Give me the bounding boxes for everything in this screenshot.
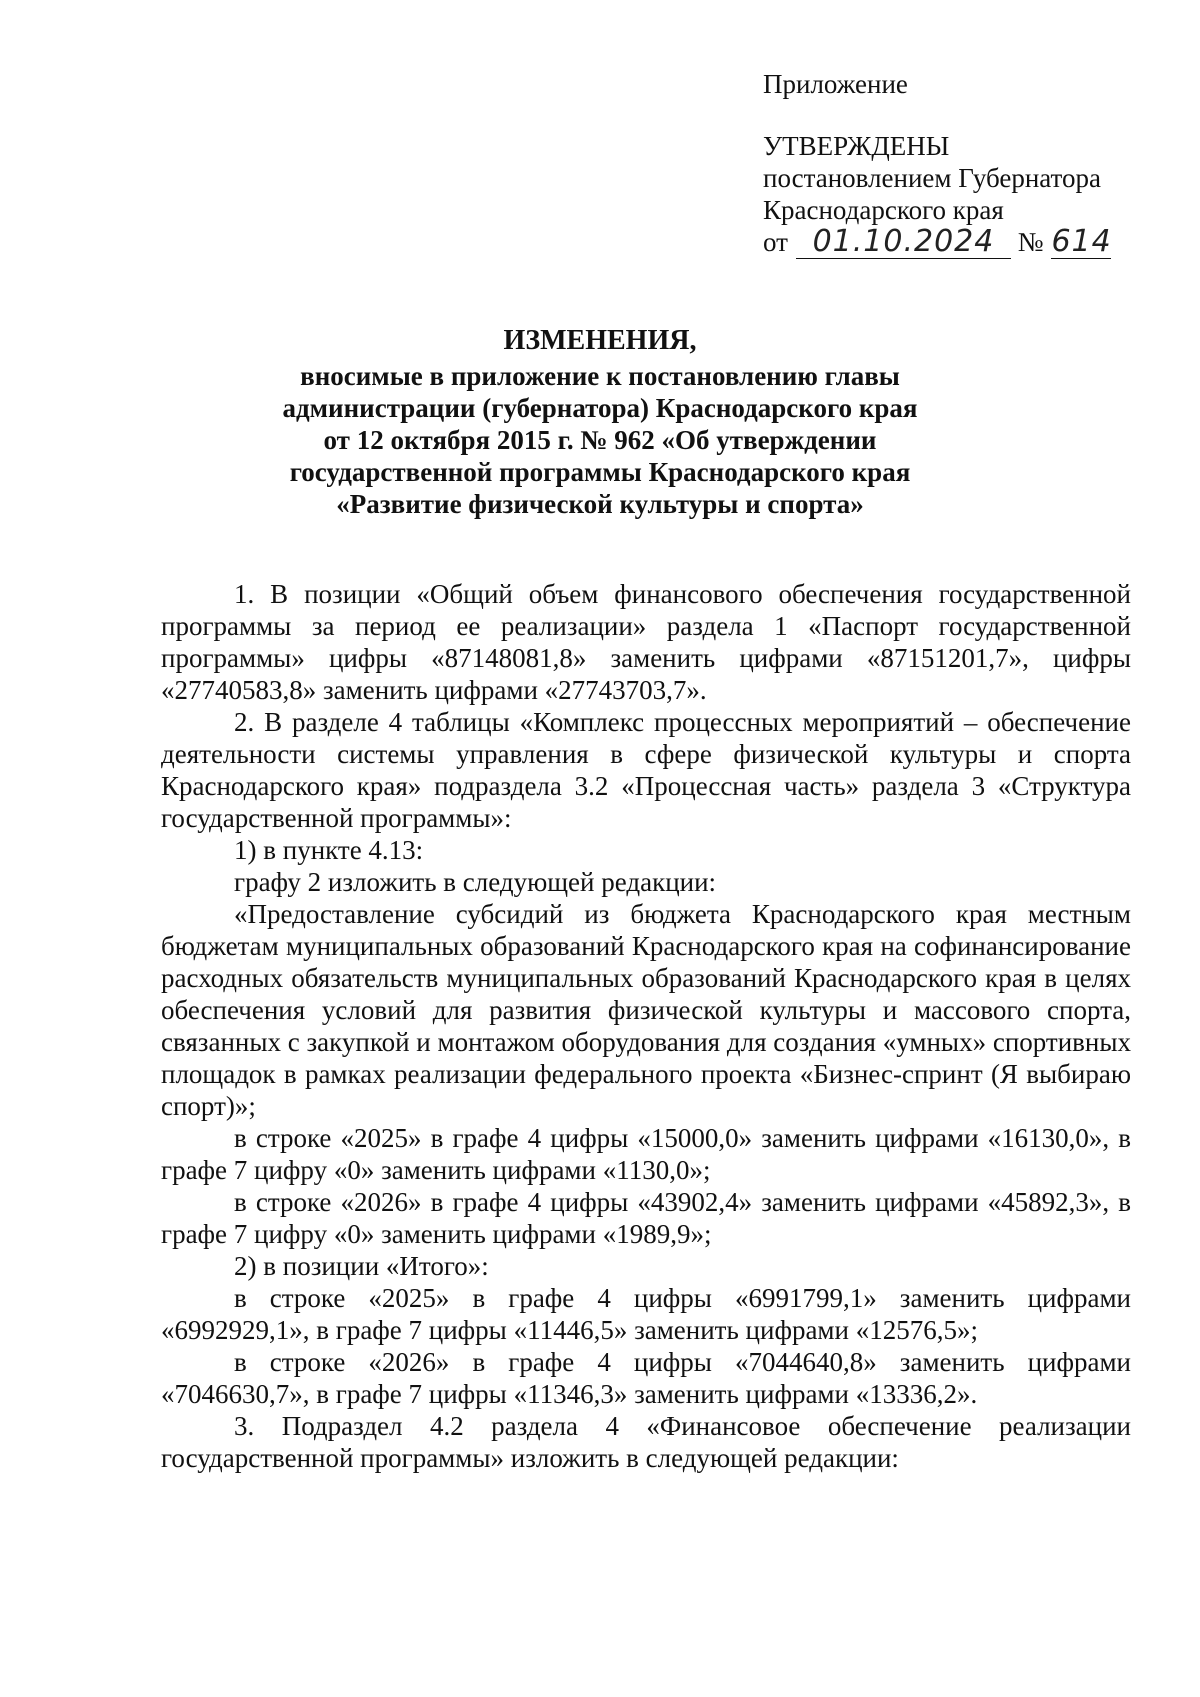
paragraph: графу 2 изложить в следующей редакции: <box>234 867 717 897</box>
paragraph: 3. Подраздел 4.2 раздела 4 «Финансовое обеспечение реализации государственной программы» изложить в следующей редакции: <box>161 1411 1131 1473</box>
paragraph: в строке «2025» в графе 4 цифры «6991799,1» заменить цифрами «6992929,1», в графе 7 цифры «11446,5» заменить цифрами «12576,5»; <box>161 1283 1131 1345</box>
number-label: № <box>1017 227 1044 257</box>
title-line: от 12 октября 2015 г. № 962 «Об утверждении <box>323 425 877 455</box>
approval-date-line <box>763 226 1163 259</box>
paragraph: в строке «2026» в графе 4 цифры «43902,4» заменить цифрами «45892,3», в графе 7 цифру «0» заменить цифрами «1989,9»; <box>161 1187 1131 1249</box>
handwritten-date: 01.10.2024 <box>796 226 1011 259</box>
title-line: государственной программы Краснодарского края <box>289 457 911 487</box>
paragraph: 1) в пункте 4.13: <box>234 835 424 865</box>
paragraph: в строке «2026» в графе 4 цифры «7044640,8» заменить цифрами «7046630,7», в графе 7 цифры «11346,3» заменить цифрами «13336,2». <box>161 1347 1131 1409</box>
title-main: ИЗМЕНЕНИЯ, <box>503 325 697 356</box>
paragraph: 2) в позиции «Итого»: <box>234 1251 489 1281</box>
paragraph: 1. В позиции «Общий объем финансового обеспечения государственной программы за период ее реализации» раздела 1 «Паспорт государственной программы» цифры «87148081,8» заменить цифрами «87151201,7», цифры «27740583,8» заменить цифрами «27743703,7». <box>161 579 1131 705</box>
approval-line-2: Краснодарского края <box>763 195 1004 225</box>
paragraph: в строке «2025» в графе 4 цифры «15000,0» заменить цифрами «16130,0», в графе 7 цифру «0» заменить цифрами «1130,0»; <box>161 1123 1131 1185</box>
paragraph: 2. В разделе 4 таблицы «Комплекс процессных мероприятий – обеспечение деятельности системы управления в сфере физической культуры и спорта Краснодарского края» подраздела 3.2 «Процессная часть» раздела 3 «Структура государственной программы»: <box>161 707 1131 833</box>
handwritten-number: 614 <box>1051 224 1112 259</box>
document-title <box>150 325 1050 520</box>
title-line: администрации (губернатора) Краснодарского края <box>282 393 918 423</box>
approval-line-1: постановлением Губернатора <box>763 163 1101 193</box>
appendix-label: Приложение <box>763 69 908 99</box>
title-line: «Развитие физической культуры и спорта» <box>336 489 864 519</box>
paragraph: «Предоставление субсидий из бюджета Краснодарского края местным бюджетам муниципальных образований Краснодарского края на софинансирование расходных обязательств муниципальных образований Краснодарского края в целях обеспечения условий для развития физической культуры и массового спорта, связанных с закупкой и монтажом оборудования для создания «умных» спортивных площадок в рамках реализации федерального проекта «Бизнес-спринт (Я выбираю спорт)»; <box>161 899 1131 1121</box>
document-body <box>161 578 1131 1474</box>
approved-label: УТВЕРЖДЕНЫ <box>763 131 950 161</box>
approval-stamp <box>763 68 1163 259</box>
from-label: от <box>763 227 788 257</box>
title-line: вносимые в приложение к постановлению главы <box>300 361 900 391</box>
